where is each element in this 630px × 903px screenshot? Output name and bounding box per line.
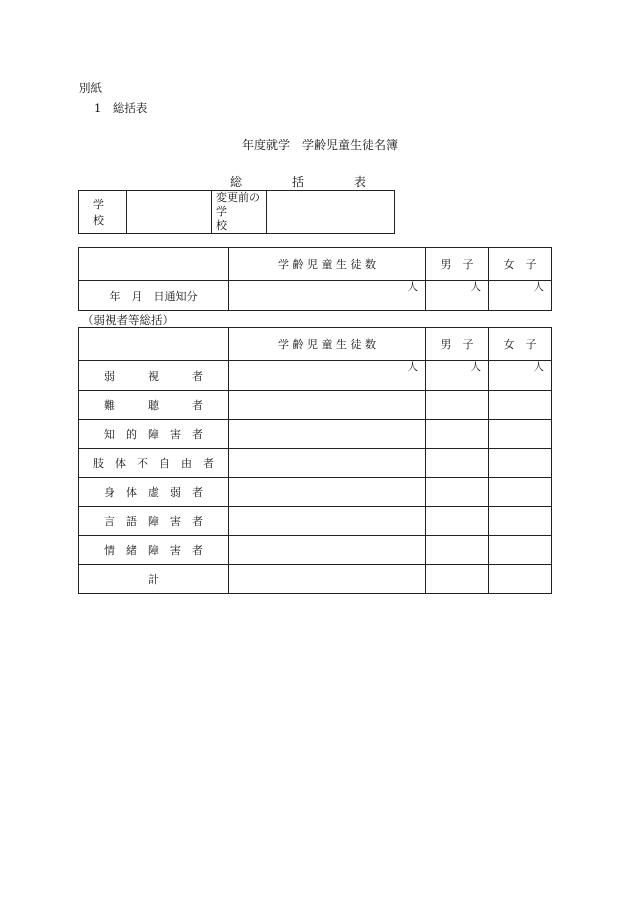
school-label: 学 校 bbox=[79, 191, 127, 234]
male-count-cell[interactable]: 人 bbox=[426, 361, 489, 391]
students-count-cell[interactable]: 人 bbox=[229, 281, 426, 311]
female-count-cell[interactable]: 人 bbox=[489, 361, 552, 391]
section-heading: 1 総括表 bbox=[94, 101, 148, 115]
annex-label: 別紙 bbox=[79, 81, 102, 95]
female-count-cell[interactable] bbox=[489, 449, 552, 478]
students-count-cell[interactable]: 人 bbox=[229, 361, 426, 391]
row-label: 言 語 障 害 者 bbox=[79, 507, 229, 536]
row-label: 情 緒 障 害 者 bbox=[79, 536, 229, 565]
summary-label-char: 総 bbox=[230, 175, 243, 189]
male-count-cell[interactable] bbox=[426, 449, 489, 478]
students-count-header: 学 齢 児 童 生 徒 数 bbox=[229, 248, 426, 281]
previous-school-value-cell[interactable] bbox=[267, 191, 395, 234]
table-row bbox=[79, 507, 552, 536]
male-count-cell[interactable]: 人 bbox=[426, 281, 489, 311]
male-count-cell[interactable] bbox=[426, 536, 489, 565]
table-row bbox=[79, 420, 552, 449]
female-header: 女 子 bbox=[489, 248, 552, 281]
male-header: 男 子 bbox=[426, 248, 489, 281]
female-count-cell[interactable] bbox=[489, 391, 552, 420]
page-title: 年度就学 学齢児童生徒名簿 bbox=[241, 138, 398, 152]
female-count-cell[interactable] bbox=[489, 507, 552, 536]
table-row-total bbox=[79, 565, 552, 594]
row-label: 知 的 障 害 者 bbox=[79, 420, 229, 449]
row-label: 身 体 虚 弱 者 bbox=[79, 478, 229, 507]
students-count-header: 学 齢 児 童 生 徒 数 bbox=[229, 328, 426, 361]
previous-school-label-line2: 学 校 bbox=[216, 205, 255, 232]
row-label: 弱 視 者 bbox=[79, 361, 229, 391]
male-count-cell[interactable] bbox=[426, 391, 489, 420]
female-count-cell[interactable] bbox=[489, 536, 552, 565]
disability-summary-table bbox=[78, 327, 552, 594]
school-table bbox=[78, 190, 395, 234]
summary-label-char: 括 bbox=[292, 175, 305, 189]
summary-label bbox=[230, 173, 366, 190]
row-label: 肢 体 不 自 由 者 bbox=[79, 449, 229, 478]
students-count-cell[interactable] bbox=[229, 449, 426, 478]
notification-date-label: 年 月 日通知分 bbox=[79, 281, 229, 311]
students-count-cell[interactable] bbox=[229, 565, 426, 594]
school-value-cell[interactable] bbox=[127, 191, 212, 234]
students-count-cell[interactable] bbox=[229, 391, 426, 420]
previous-school-label-line1: 変更前の bbox=[216, 191, 260, 204]
row-label: 難 聴 者 bbox=[79, 391, 229, 420]
female-count-cell[interactable] bbox=[489, 478, 552, 507]
previous-school-label bbox=[212, 191, 267, 234]
table-row bbox=[79, 391, 552, 420]
male-count-cell[interactable] bbox=[426, 420, 489, 449]
students-count-cell[interactable] bbox=[229, 420, 426, 449]
total-label: 計 bbox=[79, 565, 229, 594]
male-count-cell[interactable] bbox=[426, 507, 489, 536]
female-header: 女 子 bbox=[489, 328, 552, 361]
female-count-cell[interactable] bbox=[489, 420, 552, 449]
blank-header-cell bbox=[79, 328, 229, 361]
male-count-cell[interactable] bbox=[426, 478, 489, 507]
male-header: 男 子 bbox=[426, 328, 489, 361]
male-count-cell[interactable] bbox=[426, 565, 489, 594]
students-count-cell[interactable] bbox=[229, 536, 426, 565]
summary-table bbox=[78, 247, 552, 311]
disability-summary-heading: （弱視者等総括） bbox=[82, 313, 174, 327]
summary-label-char: 表 bbox=[354, 175, 367, 189]
female-count-cell[interactable]: 人 bbox=[489, 281, 552, 311]
female-count-cell[interactable] bbox=[489, 565, 552, 594]
table-row bbox=[79, 478, 552, 507]
table-row bbox=[79, 361, 552, 391]
students-count-cell[interactable] bbox=[229, 478, 426, 507]
table-row bbox=[79, 449, 552, 478]
table-row bbox=[79, 536, 552, 565]
blank-header-cell bbox=[79, 248, 229, 281]
students-count-cell[interactable] bbox=[229, 507, 426, 536]
